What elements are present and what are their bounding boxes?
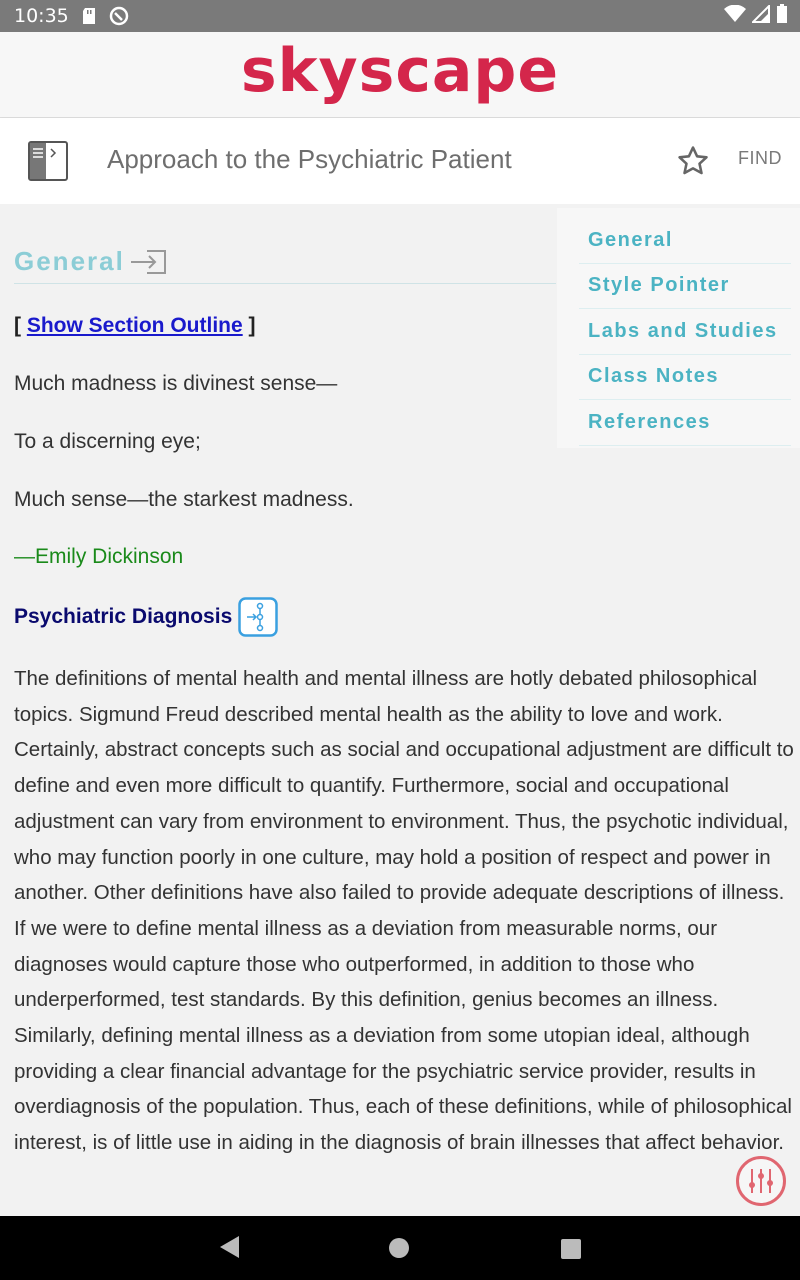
status-bar <box>0 0 800 32</box>
system-navigation-bar <box>0 1216 800 1280</box>
outline-item-labs-and-studies[interactable] <box>579 309 791 355</box>
outline-bracket-close: ] <box>242 314 256 337</box>
home-button[interactable] <box>387 1236 411 1265</box>
recents-button[interactable] <box>560 1238 582 1265</box>
poem-attribution: —Emily Dickinson <box>14 545 184 568</box>
page-title: Approach to the Psychiatric Patient <box>107 144 512 174</box>
status-time: 10:35 <box>14 5 69 27</box>
battery-icon <box>776 4 788 29</box>
subsection-heading <box>14 597 278 637</box>
section-heading <box>14 246 169 277</box>
outline-item-label: Labs and Studies <box>588 319 778 342</box>
signal-icon <box>752 5 770 28</box>
table-of-contents-button[interactable] <box>26 140 70 182</box>
sync-icon <box>109 6 129 26</box>
logo-bar <box>0 32 800 118</box>
heading-divider <box>14 283 556 284</box>
outline-item-label: General <box>588 228 673 251</box>
outline-item-references[interactable] <box>579 400 791 446</box>
home-circle-icon <box>387 1236 411 1260</box>
section-outline-toggle <box>14 314 256 338</box>
book-toc-icon <box>26 140 70 182</box>
recents-square-icon <box>560 1238 582 1260</box>
poem-line-1: Much madness is divinest sense— <box>14 372 338 395</box>
sd-card-icon <box>81 7 97 25</box>
back-button[interactable] <box>218 1234 242 1265</box>
back-triangle-icon <box>218 1234 242 1260</box>
outline-item-class-notes[interactable] <box>579 355 791 401</box>
content-area[interactable] <box>0 204 800 1216</box>
outline-item-general[interactable] <box>579 218 791 264</box>
sliders-icon <box>739 1159 783 1203</box>
title-bar <box>0 118 800 204</box>
show-section-outline-link[interactable]: Show Section Outline <box>26 314 243 337</box>
algorithm-flowchart-icon[interactable] <box>238 597 278 637</box>
wifi-icon <box>724 5 746 28</box>
jump-to-section-icon[interactable] <box>129 247 169 277</box>
bookmark-star-button[interactable] <box>676 144 710 178</box>
find-button[interactable]: FIND <box>738 148 782 168</box>
outline-item-label: Class Notes <box>588 365 719 388</box>
outline-item-style-pointer[interactable] <box>579 264 791 310</box>
section-heading-label: General <box>14 246 125 276</box>
skyscape-logo: skyscape <box>240 35 560 106</box>
poem-line-2: To a discerning eye; <box>14 430 201 453</box>
poem-line-3: Much sense—the starkest madness. <box>14 488 354 511</box>
subsection-heading-label: Psychiatric Diagnosis <box>14 605 233 628</box>
settings-fab-button[interactable] <box>736 1156 786 1206</box>
section-outline-panel <box>557 208 800 448</box>
outline-item-label: Style Pointer <box>588 274 730 297</box>
outline-bracket-open: [ <box>14 314 27 337</box>
outline-item-label: References <box>588 410 711 433</box>
body-paragraph: The definitions of mental health and mental illness are hotly debated philosophical topics. Sigmund Freud described mental health as the ability to love and work. Certainly, abstract concepts such as social and occupational adjustment are difficult to define and even more difficult to quantify. Furthermore, social and occupational adjustment can vary from environment to environment. Thus, the psychotic individual, who may function poorly in one culture, may hold a position of respect and power in another. Other definitions have also failed to provide adequate descriptions of illness. If we were to define mental illness as a deviation from measurable norms, our diagnoses would capture those who outperformed, in addition to those who underperformed, test standards. By this definition, genius becomes an illness. Similarly, defining mental illness as a deviation from some utopian ideal, although providing a clear financial advantage for the psychiatric service provider, results in overdiagnosis of the population. Thus, each of these definitions, while of philosophical interest, is of little use in aiding in the diagnosis of brain illnesses that affect behavior. <box>14 667 794 1155</box>
star-icon <box>676 144 710 178</box>
